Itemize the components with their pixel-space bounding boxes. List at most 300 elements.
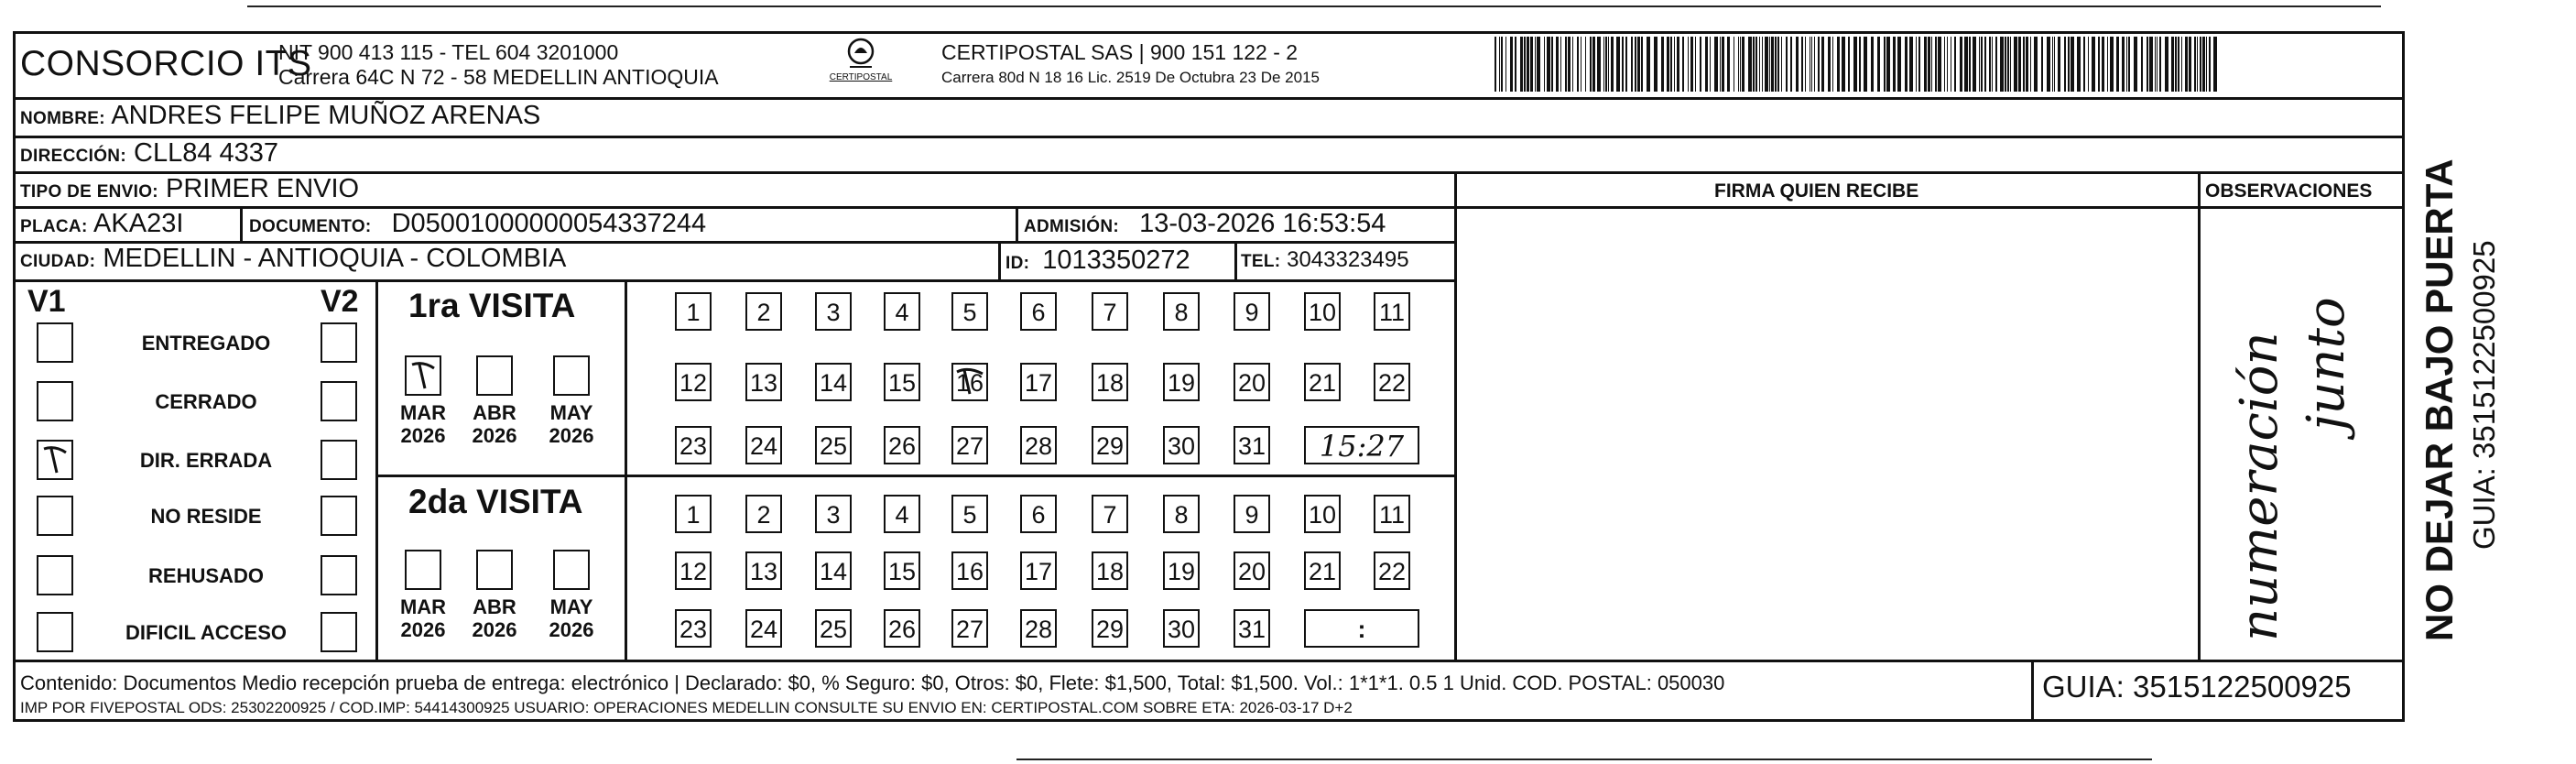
barcode-bar <box>2007 37 2009 92</box>
barcode-bar <box>1981 37 1983 92</box>
visita1-day-box[interactable]: 18 <box>1092 363 1128 401</box>
status-label: NO RESIDE <box>150 505 262 528</box>
barcode-bar <box>1916 37 1917 92</box>
visita1-day-box[interactable]: 17 <box>1020 363 1057 401</box>
visita2-day-box[interactable]: 6 <box>1020 495 1057 533</box>
barcode-bar <box>1501 37 1503 92</box>
visita1-day-box[interactable]: 25 <box>815 426 852 464</box>
status-v1-checkbox[interactable] <box>37 555 73 595</box>
visita2-day-box[interactable]: 19 <box>1163 551 1200 590</box>
visita2-month-name: MAR <box>399 595 447 618</box>
barcode-bar <box>1938 37 1941 92</box>
visita2-day-box[interactable]: 27 <box>951 609 988 648</box>
visita1-day-box[interactable]: 29 <box>1092 426 1128 464</box>
status-v1-checkbox[interactable] <box>37 322 73 363</box>
barcode-bar <box>1777 37 1779 92</box>
barcode-bar <box>2030 37 2031 92</box>
barcode-bar <box>1935 37 1937 92</box>
barcode-bar <box>1556 37 1559 92</box>
documento-value: D05001000000054337244 <box>391 209 707 238</box>
barcode-bar <box>1577 37 1579 92</box>
barcode-bar <box>1918 37 1920 92</box>
barcode-bar <box>1992 37 1993 92</box>
visita2-month-checkbox[interactable] <box>553 550 590 590</box>
barcode-bar <box>2134 37 2137 92</box>
footer-divider <box>13 660 2405 662</box>
status-label: DIR. ERRADA <box>139 449 273 472</box>
visita2-day-box[interactable]: 29 <box>1092 609 1128 648</box>
side-no-dejar: NO DEJAR BAJO PUERTA <box>2418 158 2461 641</box>
barcode-bar <box>1947 37 1948 92</box>
barcode-bar <box>1603 37 1604 92</box>
barcode-bar <box>2064 37 2066 92</box>
barcode-bar <box>1842 37 1845 92</box>
visita2-day-box[interactable]: 28 <box>1020 609 1057 648</box>
visita2-day-box[interactable]: 4 <box>884 495 920 533</box>
barcode-bar <box>2149 37 2153 92</box>
visits-divider <box>375 475 1456 477</box>
visita2-month-label <box>539 595 603 641</box>
barcode-bar <box>2054 37 2055 92</box>
visita1-day-box[interactable]: 19 <box>1163 363 1200 401</box>
observaciones-note-2: junto <box>2297 297 2356 431</box>
direccion-value: CLL84 4337 <box>134 138 279 168</box>
barcode-bar <box>2159 37 2161 92</box>
barcode-bar <box>1893 37 1896 92</box>
ciudad-label: CIUDAD: <box>20 252 96 271</box>
barcode-bar <box>1527 37 1529 92</box>
visita2-month-checkbox[interactable] <box>405 550 441 590</box>
visita2-month-checkbox[interactable] <box>476 550 513 590</box>
barcode-bar <box>1700 37 1701 92</box>
certipostal-name: CERTIPOSTAL SAS | 900 151 122 - 2 <box>941 40 1299 64</box>
row-divider <box>13 171 2405 174</box>
visita2-day-box[interactable]: 7 <box>1092 495 1128 533</box>
barcode-bar <box>2010 37 2011 92</box>
visita1-day-box[interactable]: 9 <box>1234 292 1270 331</box>
visita1-day-box[interactable]: 13 <box>745 363 782 401</box>
direccion-label: DIRECCIÓN: <box>20 147 126 166</box>
company-name: CONSORCIO ITS <box>20 44 312 83</box>
barcode-bar <box>2041 37 2043 92</box>
barcode-bar <box>1837 37 1840 92</box>
visita2-day-box[interactable]: 14 <box>815 551 852 590</box>
barcode-bar <box>1801 37 1803 92</box>
visita2-day-box[interactable]: 10 <box>1304 495 1341 533</box>
visita1-month-name: MAY <box>549 401 593 424</box>
barcode-bar <box>2023 37 2025 92</box>
status-label: CERRADO <box>155 390 257 413</box>
barcode-bar <box>1647 37 1650 92</box>
barcode-bar <box>2157 37 2158 92</box>
barcode-bar <box>1667 37 1669 92</box>
visita1-day-box[interactable]: 4 <box>884 292 920 331</box>
visita1-day-box[interactable]: 31 <box>1234 426 1270 464</box>
barcode-bar <box>1710 37 1711 92</box>
barcode-bar <box>1572 37 1573 92</box>
visita2-day-box[interactable]: 30 <box>1163 609 1200 648</box>
visita2-month-name: ABR <box>473 595 516 618</box>
barcode-bar <box>2189 37 2191 92</box>
barcode-bar <box>1781 37 1782 92</box>
barcode-bar <box>2197 37 2198 92</box>
status-col-divider <box>375 279 378 660</box>
barcode-bar <box>1611 37 1614 92</box>
documento-label: DOCUMENTO: <box>249 217 372 236</box>
visita2-day-box[interactable]: 23 <box>675 609 712 648</box>
visita1-day-box[interactable]: 12 <box>675 363 712 401</box>
company-nit: NIT 900 413 115 - TEL 604 3201000 <box>278 40 619 64</box>
visita1-day-box[interactable]: 14 <box>815 363 852 401</box>
visita2-day-box[interactable]: 15 <box>884 551 920 590</box>
barcode-bar <box>2194 37 2196 92</box>
col-divider <box>1234 241 1237 279</box>
id-label: ID: <box>1005 254 1030 273</box>
barcode-bar <box>2102 37 2104 92</box>
observaciones-col-divider <box>2198 171 2201 660</box>
company-address: Carrera 64C N 72 - 58 MEDELLIN ANTIOQUIA <box>278 65 719 89</box>
status-v2-checkbox[interactable] <box>321 612 357 652</box>
barcode-bar <box>2071 37 2074 92</box>
barcode-bar <box>1832 37 1833 92</box>
status-v1-checkbox[interactable] <box>37 381 73 421</box>
footer-imp: IMP POR FIVEPOSTAL ODS: 25302200925 / COD.IMP: 54414300925 USUARIO: OPERACIONES MEDELLIN CONSULTE SU ENVIO EN: CERTIPOSTAL.COM SOBRE ETA: 2026-03-17 D+2 <box>20 699 1353 716</box>
visita1-month-checkbox[interactable] <box>405 355 441 396</box>
visita2-day-box[interactable]: 8 <box>1163 495 1200 533</box>
barcode-bar <box>1515 37 1516 92</box>
tel-label: TEL: <box>1241 252 1281 271</box>
visita1-day-box[interactable]: 10 <box>1304 292 1341 331</box>
certipostal-logo-text: CERTIPOSTAL <box>829 72 893 82</box>
barcode-bar <box>1775 37 1777 92</box>
barcode-bar <box>1995 37 1997 92</box>
certipostal-license: Carrera 80d N 18 16 Lic. 2519 De Octubra 23 De 2015 <box>941 69 1320 86</box>
nombre-row <box>20 101 540 131</box>
visita1-day-box[interactable]: 6 <box>1020 292 1057 331</box>
visita1-month-year: 2026 <box>549 424 594 447</box>
barcode-bar <box>1499 37 1500 92</box>
barcode-bar <box>1848 37 1850 92</box>
barcode-bar <box>1909 37 1913 92</box>
visita2-day-box[interactable]: 3 <box>815 495 852 533</box>
visita2-day-box[interactable]: 2 <box>745 495 782 533</box>
status-label: ENTREGADO <box>141 332 271 355</box>
barcode-bar <box>1931 37 1932 92</box>
visita1-day-box[interactable]: 24 <box>745 426 782 464</box>
barcode-bar <box>1811 37 1812 92</box>
v1-heading: V1 <box>27 284 66 319</box>
barcode-bar <box>2047 37 2050 92</box>
firma-heading: FIRMA QUIEN RECIBE <box>1714 180 1919 202</box>
visita1-day-box[interactable]: 23 <box>675 426 712 464</box>
check-mark-icon <box>38 442 71 478</box>
status-v2-checkbox[interactable] <box>321 496 357 536</box>
visita2-day-box[interactable]: 21 <box>1304 551 1341 590</box>
certipostal-logo <box>829 37 893 92</box>
barcode-bar <box>1786 37 1788 92</box>
check-mark-icon <box>407 357 440 394</box>
barcode-bar <box>1886 37 1890 92</box>
barcode-bar <box>1670 37 1672 92</box>
barcode-bar <box>1738 37 1739 92</box>
placa-label: PLACA: <box>20 217 88 236</box>
v2-heading: V2 <box>321 284 359 319</box>
barcode-bar <box>1535 37 1536 92</box>
row-divider <box>13 279 1456 282</box>
barcode-bar <box>1520 37 1523 92</box>
barcode-bar <box>1705 37 1708 92</box>
months-col-divider <box>625 279 627 660</box>
barcode-bar <box>2209 37 2211 92</box>
barcode-bar <box>1864 37 1867 92</box>
barcode-bar <box>2107 37 2108 92</box>
barcode-bar <box>1924 37 1927 92</box>
visita1-day-box[interactable]: 28 <box>1020 426 1057 464</box>
barcode-bar <box>2098 37 2100 92</box>
barcode-bar <box>1814 37 1815 92</box>
barcode-bar <box>2185 37 2188 92</box>
visita2-time-box[interactable]: : <box>1304 609 1419 648</box>
firma-header-divider <box>1456 206 2405 209</box>
barcode-bar <box>2178 37 2179 92</box>
visita2-month-name: MAY <box>549 595 593 618</box>
barcode-bar <box>1973 37 1976 92</box>
barcode-bar <box>1682 37 1684 92</box>
barcode-bar <box>1524 37 1526 92</box>
barcode-bar <box>2092 37 2095 92</box>
tipo-row <box>20 174 359 204</box>
barcode-bar <box>1969 37 1971 92</box>
barcode-bar <box>1928 37 1930 92</box>
barcode-bar <box>1690 37 1693 92</box>
footer-col-divider <box>2031 660 2034 722</box>
barcode-bar <box>1964 37 1968 92</box>
nombre-value: ANDRES FELIPE MUÑOZ ARENAS <box>111 101 541 130</box>
visita1-day-box[interactable]: 7 <box>1092 292 1128 331</box>
status-v1-checkbox[interactable] <box>37 612 73 652</box>
barcode-bar <box>2083 37 2085 92</box>
id-row <box>1005 246 1190 276</box>
documento-row <box>249 209 706 239</box>
barcode-bar <box>1771 37 1774 92</box>
ciudad-value: MEDELLIN - ANTIOQUIA - COLOMBIA <box>103 244 567 273</box>
barcode-bar <box>1805 37 1806 92</box>
barcode-bar <box>2213 37 2217 92</box>
barcode-bar <box>1954 37 1956 92</box>
status-v2-checkbox[interactable] <box>321 322 357 363</box>
ciudad-row <box>20 244 566 274</box>
barcode-bar <box>1762 37 1763 92</box>
barcode-bar <box>2122 37 2125 92</box>
visita2-day-box[interactable]: 1 <box>675 495 712 533</box>
visita2-month-year: 2026 <box>472 618 517 641</box>
barcode-bar <box>1495 37 1496 92</box>
barcode-bar <box>1641 37 1643 92</box>
visita1-day-box[interactable]: 22 <box>1374 363 1410 401</box>
barcode-bar <box>1727 37 1730 92</box>
barcode-bar <box>1537 37 1540 92</box>
barcode-bar <box>1560 37 1561 92</box>
visita2-day-box[interactable]: 5 <box>951 495 988 533</box>
tel-row <box>1241 247 1409 273</box>
visita2-day-box[interactable]: 18 <box>1092 551 1128 590</box>
barcode-bar <box>1608 37 1609 92</box>
barcode-bar <box>2110 37 2114 92</box>
visita2-month-year: 2026 <box>549 618 594 641</box>
col-divider <box>240 206 243 241</box>
barcode-bar <box>2018 37 2021 92</box>
visita1-day-box[interactable]: 3 <box>815 292 852 331</box>
nombre-label: NOMBRE: <box>20 109 105 128</box>
visita2-day-box[interactable]: 11 <box>1374 495 1410 533</box>
barcode-bar <box>1984 37 1986 92</box>
visita1-month-checkbox[interactable] <box>476 355 513 396</box>
row-divider <box>13 136 2405 138</box>
barcode-bar <box>1530 37 1533 92</box>
barcode-bar <box>1755 37 1757 92</box>
barcode-bar <box>1742 37 1745 92</box>
status-v1-checkbox[interactable] <box>37 496 73 536</box>
barcode-bar <box>2175 37 2177 92</box>
admision-value: 13-03-2026 16:53:54 <box>1139 209 1386 238</box>
barcode-bar <box>2200 37 2201 92</box>
visita1-day-box[interactable]: 1 <box>675 292 712 331</box>
barcode-bar <box>1631 37 1633 92</box>
barcode-bar <box>2155 37 2156 92</box>
barcode-bar <box>2014 37 2017 92</box>
placa-row <box>20 209 183 239</box>
barcode-bar <box>1871 37 1874 92</box>
barcode-bar <box>2058 37 2060 92</box>
status-v1-checkbox[interactable] <box>37 440 73 480</box>
barcode-bar <box>2141 37 2143 92</box>
footer-contenido: Contenido: Documentos Medio recepción prueba de entrega: electrónico | Declarado: $0, % Seguro: $0, Otros: $0, Flete: $1,500, Total: $1,500. Vol.: 1*1*1. 0.5 1 Unid. COD. POSTAL: 050030 <box>20 671 1725 694</box>
id-value: 1013350272 <box>1042 246 1190 275</box>
barcode-bar <box>1688 37 1689 92</box>
visita1-month-name: MAR <box>399 401 447 424</box>
visita1-day-box[interactable]: 11 <box>1374 292 1410 331</box>
barcode-bar <box>2088 37 2089 92</box>
barcode-bar <box>1905 37 1908 92</box>
check-mark-icon <box>953 365 986 399</box>
visita2-day-box[interactable]: 22 <box>1374 551 1410 590</box>
status-label: DIFICIL ACCESO <box>125 621 287 644</box>
firma-col-divider <box>1454 171 1457 660</box>
tipo-label: TIPO DE ENVIO: <box>20 182 158 202</box>
observaciones-heading: OBSERVACIONES <box>2205 180 2373 202</box>
visita1-day-box[interactable]: 16 <box>951 363 988 401</box>
visita1-month-year: 2026 <box>472 424 517 447</box>
barcode-bar <box>2126 37 2127 92</box>
barcode-bar <box>1622 37 1624 92</box>
barcode-bar <box>1592 37 1595 92</box>
barcode-bar <box>2202 37 2205 92</box>
barcode-bar <box>1960 37 1962 92</box>
barcode-bar <box>1796 37 1799 92</box>
barcode-bar <box>1877 37 1880 92</box>
barcode-bar <box>1944 37 1945 92</box>
status-v2-checkbox[interactable] <box>321 440 357 480</box>
visita2-day-box[interactable]: 20 <box>1234 551 1270 590</box>
scan-edge-bottom <box>1016 759 2152 760</box>
visita1-day-box[interactable]: 2 <box>745 292 782 331</box>
barcode-bar <box>1818 37 1820 92</box>
visita1-day-box[interactable]: 26 <box>884 426 920 464</box>
visita2-month-year: 2026 <box>400 618 446 641</box>
barcode-bar <box>1510 37 1513 92</box>
visita1-day-box[interactable]: 21 <box>1304 363 1341 401</box>
barcode-bar <box>1677 37 1679 92</box>
visita1-day-box[interactable]: 5 <box>951 292 988 331</box>
barcode-bar <box>2000 37 2004 92</box>
visita1-month-year: 2026 <box>400 424 446 447</box>
visita2-day-box[interactable]: 12 <box>675 551 712 590</box>
scan-edge-top <box>247 5 2381 7</box>
barcode-bar <box>1765 37 1768 92</box>
status-v2-checkbox[interactable] <box>321 555 357 595</box>
barcode-bar <box>1547 37 1550 92</box>
visita2-day-box[interactable]: 16 <box>951 551 988 590</box>
visita2-day-box[interactable]: 13 <box>745 551 782 590</box>
barcode-bar <box>2116 37 2119 92</box>
barcode-bar <box>2052 37 2053 92</box>
barcode-bar <box>1597 37 1601 92</box>
barcode-bar <box>1828 37 1831 92</box>
visita2-month-label <box>462 595 527 641</box>
barcode-bar <box>2165 37 2168 92</box>
header-divider <box>13 97 2405 100</box>
barcode-bar <box>2034 37 2038 92</box>
visita1-time-box[interactable]: 15:27 <box>1304 426 1419 464</box>
visita2-day-box[interactable]: 24 <box>745 609 782 648</box>
visita1-day-box[interactable]: 27 <box>951 426 988 464</box>
barcode-bar <box>1695 37 1696 92</box>
placa-value: AKA23I <box>93 209 184 238</box>
certipostal-logo-icon <box>842 37 879 70</box>
visita1-day-box[interactable]: 30 <box>1163 426 1200 464</box>
barcode <box>1495 37 2225 92</box>
visita2-day-box[interactable]: 9 <box>1234 495 1270 533</box>
barcode-bar <box>1790 37 1792 92</box>
visita2-day-box[interactable]: 26 <box>884 609 920 648</box>
visita2-day-box[interactable]: 17 <box>1020 551 1057 590</box>
visita2-day-box[interactable]: 25 <box>815 609 852 648</box>
barcode-bar <box>1544 37 1545 92</box>
visita1-month-checkbox[interactable] <box>553 355 590 396</box>
visita1-day-box[interactable]: 8 <box>1163 292 1200 331</box>
visita1-day-box[interactable]: 20 <box>1234 363 1270 401</box>
status-v2-checkbox[interactable] <box>321 381 357 421</box>
tel-value: 3043323495 <box>1287 247 1409 272</box>
col-divider <box>1016 206 1018 241</box>
barcode-bar <box>1661 37 1664 92</box>
barcode-bar <box>1740 37 1741 92</box>
company-info <box>278 40 719 90</box>
visita1-month-label <box>539 401 603 447</box>
barcode-bar <box>2147 37 2148 92</box>
barcode-bar <box>1821 37 1824 92</box>
barcode-bar <box>2026 37 2028 92</box>
barcode-bar <box>1769 37 1770 92</box>
observaciones-note-1: numeración <box>2230 332 2289 641</box>
visita1-title: 1ra VISITA <box>408 287 576 324</box>
barcode-bar <box>1565 37 1567 92</box>
visita2-day-box[interactable]: 31 <box>1234 609 1270 648</box>
barcode-bar <box>2171 37 2174 92</box>
barcode-bar <box>1853 37 1857 92</box>
barcode-bar <box>1637 37 1640 92</box>
visita1-day-box[interactable]: 15 <box>884 363 920 401</box>
